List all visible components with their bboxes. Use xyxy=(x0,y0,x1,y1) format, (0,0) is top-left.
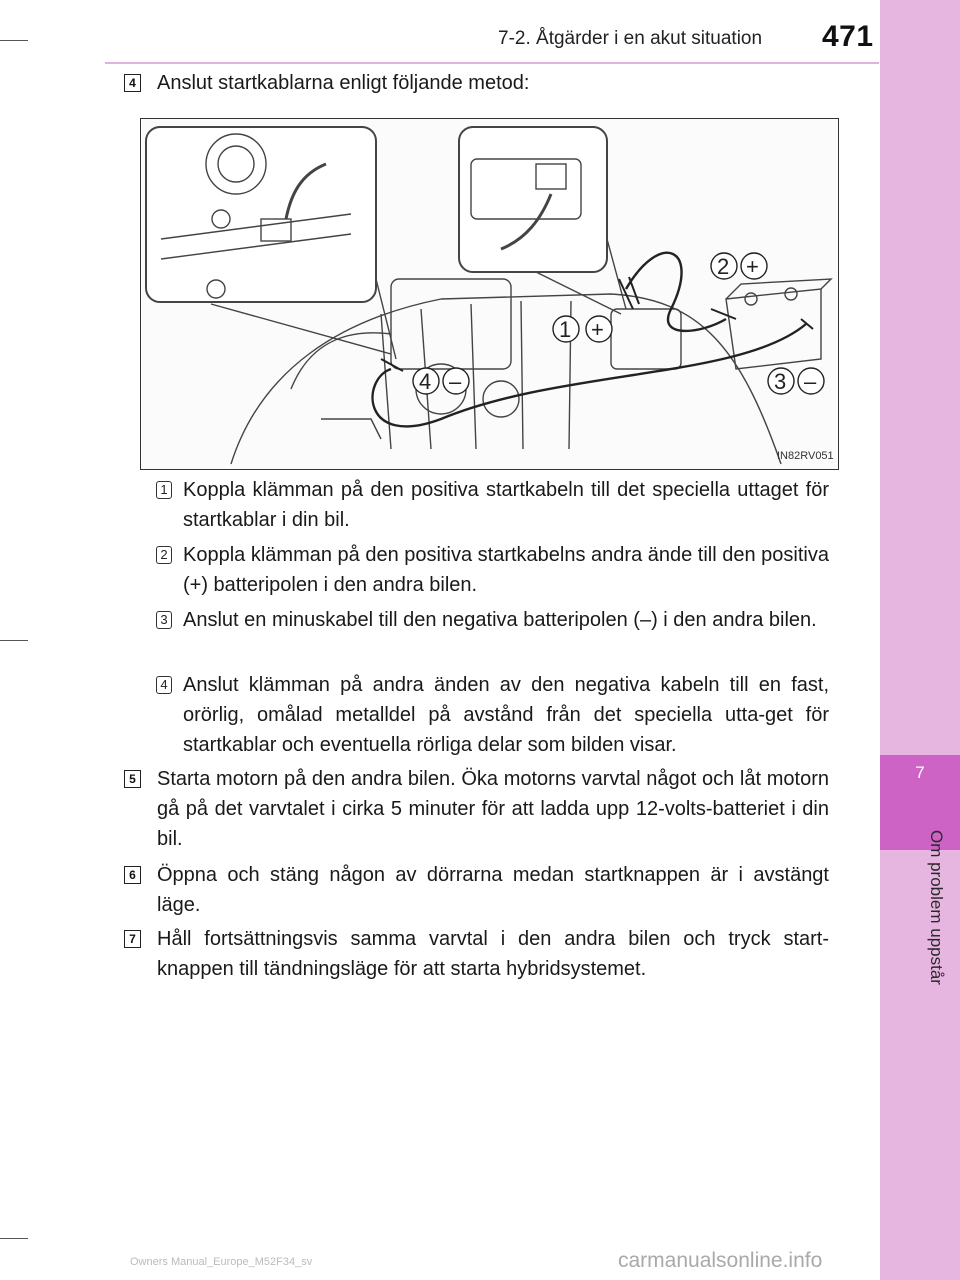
step-text: Öppna och stäng någon av dörrarna medan startknappen är i avstängt läge. xyxy=(157,864,829,916)
substep-text: Koppla klämman på den positiva startkabelns andra ände till den positiva (+) batteripolen i den andra bilen. xyxy=(183,544,829,596)
section-title: 7-2. Åtgärder i en akut situation xyxy=(498,28,763,49)
step-number-box: 5 xyxy=(124,770,141,788)
step-number-box: 6 xyxy=(124,866,141,884)
engine-bay-drawing xyxy=(141,119,838,469)
substep-badge: 1 xyxy=(156,481,172,499)
step-number-box: 4 xyxy=(124,74,141,92)
step-number-box: 7 xyxy=(124,930,141,948)
substep-badge: 2 xyxy=(156,546,172,564)
substep-text: Anslut en minuskabel till den negativa batteripolen (–) i den andra bilen. xyxy=(183,609,817,631)
header-rule xyxy=(105,62,879,64)
callout-1-number: 1 xyxy=(559,317,572,342)
substep-badge: 4 xyxy=(156,676,172,694)
step-text: Starta motorn på den andra bilen. Öka motorns varvtal något och låt motorn gå på det varvtalet i cirka 5 minuter för att ladda upp 12-volts-batteriet i din bil. xyxy=(157,768,829,850)
callout-2-sign: + xyxy=(746,254,759,279)
callout-3-sign: – xyxy=(804,369,817,394)
chapter-number: 7 xyxy=(915,763,925,782)
callout-2-number: 2 xyxy=(717,254,730,279)
page-number: 471 xyxy=(822,20,874,53)
step-text: Håll fortsättningsvis samma varvtal i den andra bilen och tryck start-knappen till tändningsläge för att starta hybridsystemet. xyxy=(157,928,829,980)
crop-mark xyxy=(0,1238,28,1239)
crop-mark xyxy=(0,40,28,41)
callout-1-sign: + xyxy=(591,317,604,342)
jump-start-illustration xyxy=(140,118,839,470)
substep-text: Koppla klämman på den positiva startkabeln till det speciella uttaget för startkablar i din bil. xyxy=(183,479,829,531)
substep-badge: 3 xyxy=(156,611,172,629)
callout-4-sign: – xyxy=(449,369,462,394)
callout-4-number: 4 xyxy=(419,369,432,394)
figure-code: IN82RV051 xyxy=(777,450,834,462)
crop-mark xyxy=(0,640,28,641)
step-text: Anslut startkablarna enligt följande metod: xyxy=(157,72,530,94)
chapter-title: Om problem uppstår xyxy=(927,830,946,985)
footer-watermark: Owners Manual_Europe_M52F34_sv xyxy=(130,1256,313,1268)
substep-text: Anslut klämman på andra änden av den negativa kabeln till en fast, orörlig, omålad metalldel på avstånd från det speciella utta-get för startkablar och eventuella rörliga delar som bilden visar. xyxy=(183,674,829,756)
callout-3-number: 3 xyxy=(774,369,787,394)
site-watermark: carmanualsonline.info xyxy=(618,1249,823,1272)
